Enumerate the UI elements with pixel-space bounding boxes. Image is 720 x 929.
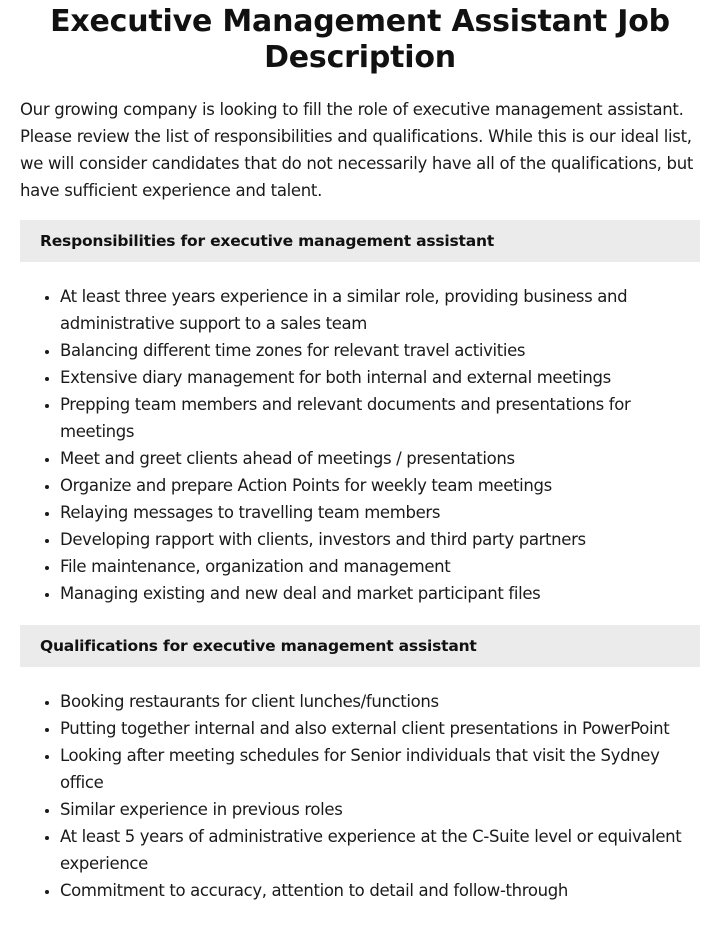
list-item: • Meet and greet clients ahead of meetings / presentations bbox=[60, 445, 700, 472]
list-item: • Developing rapport with clients, investors and third party partners bbox=[60, 526, 700, 553]
list-item: • Putting together internal and also external client presentations in PowerPoint bbox=[60, 715, 700, 742]
list-item: • Similar experience in previous roles bbox=[60, 796, 700, 823]
list-item: • Organize and prepare Action Points for weekly team meetings bbox=[60, 472, 700, 499]
responsibilities-heading: Responsibilities for executive management assistant bbox=[20, 220, 700, 262]
list-item: • Booking restaurants for client lunches/functions bbox=[60, 688, 700, 715]
list-item: • Commitment to accuracy, attention to detail and follow-through bbox=[60, 877, 700, 904]
list-item: • At least 5 years of administrative experience at the C-Suite level or equivalent experience bbox=[60, 823, 700, 877]
qualifications-heading: Qualifications for executive management assistant bbox=[20, 625, 700, 667]
list-item: • Prepping team members and relevant documents and presentations for meetings bbox=[60, 391, 700, 445]
page-title: Executive Management Assistant Job Description bbox=[50, 4, 670, 75]
list-item: • Balancing different time zones for relevant travel activities bbox=[60, 337, 700, 364]
responsibilities-list bbox=[20, 283, 700, 607]
intro-paragraph: Our growing company is looking to fill the role of executive management assistant. Please review the list of responsibilities and qualifications. While this is our ideal list, we will consider candidates that do not necessarily have all of the qualifications, but have sufficient experience and talent. bbox=[20, 100, 694, 200]
list-item: • Relaying messages to travelling team members bbox=[60, 499, 700, 526]
list-item: • File maintenance, organization and management bbox=[60, 553, 700, 580]
list-item: • At least three years experience in a similar role, providing business and administrative support to a sales team bbox=[60, 283, 700, 337]
list-item: • Extensive diary management for both internal and external meetings bbox=[60, 364, 700, 391]
list-item: • Managing existing and new deal and market participant files bbox=[60, 580, 700, 607]
list-item: • Looking after meeting schedules for Senior individuals that visit the Sydney office bbox=[60, 742, 700, 796]
qualifications-list bbox=[20, 688, 700, 904]
